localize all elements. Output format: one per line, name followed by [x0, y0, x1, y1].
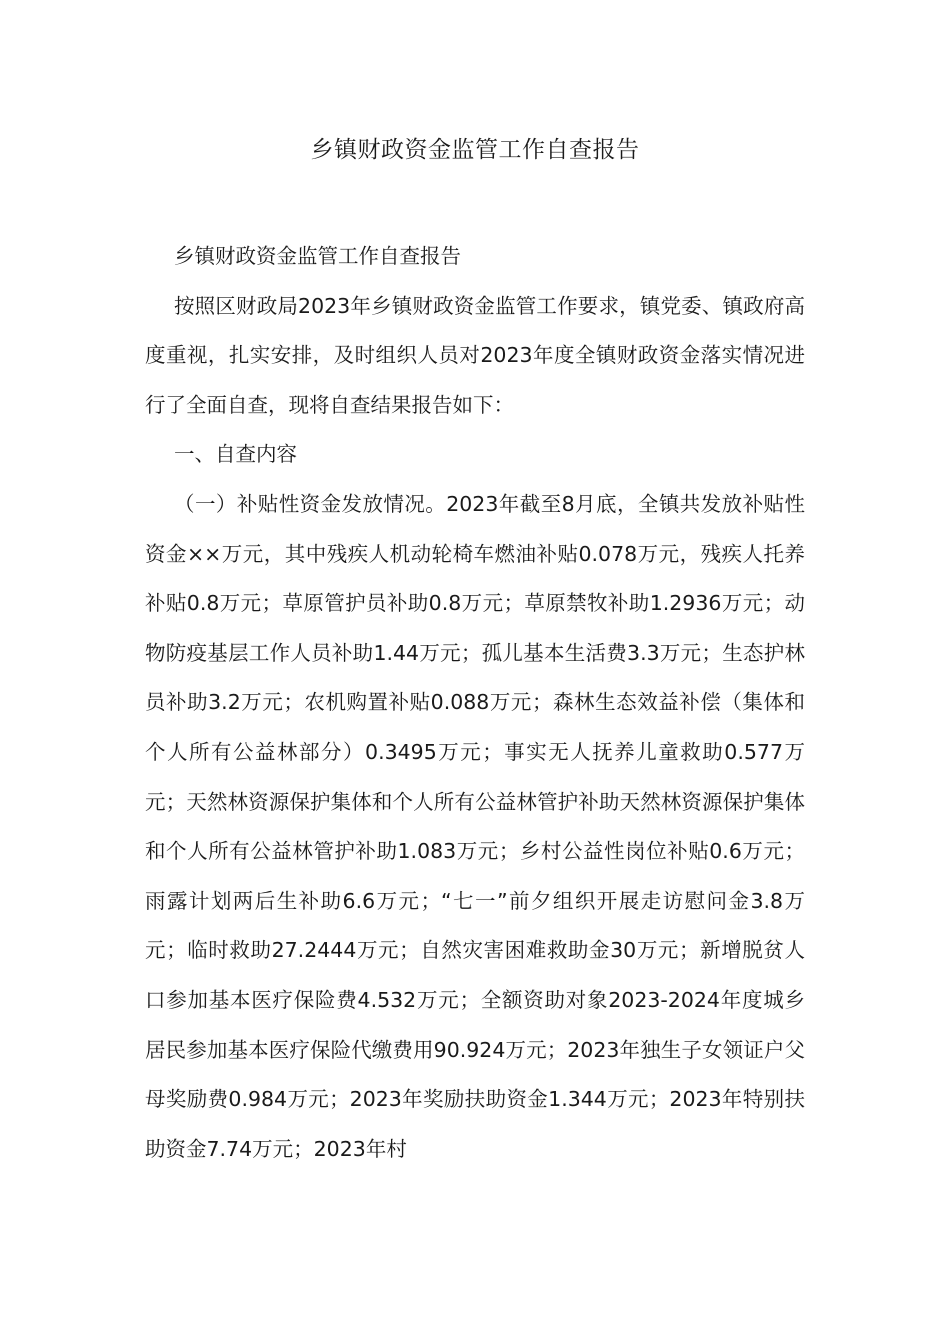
page-title: 乡镇财政资金监管工作自查报告	[310, 137, 640, 163]
paragraph-subsidy: （一）补贴性资金发放情况。2023年截至8月底，全镇共发放补贴性资金××万元，其中残疾人机动轮椅车燃油补贴0.078万元，残疾人托养补贴0.8万元；草原管护员补助0.8万元；草原禁牧补助1.2936万元；动物防疫基层工作人员补助1.44万元；孤儿基本生活费3.3万元；生态护林员补助3.2万元；农机购置补贴0.088万元；森林生态效益补偿（集体和个人所有公益林部分）0.3495万元；事实无人抚养儿童救助0.577万元；天然林资源保护集体和个人所有公益林管护补助天然林资源保护集体和个人所有公益林管护补助1.083万元；乡村公益性岗位补贴0.6万元；雨露计划两后生补助6.6万元；“七一”前夕组织开展走访慰问金3.8万元；临时救助27.2444万元；自然灾害困难救助金30万元；新增脱贫人口参加基本医疗保险费4.532万元；全额资助对象2023-2024年度城乡居民参加基本医疗保险代缴费用90.924万元；2023年独生子女领证户父母奖励费0.984万元；2023年奖励扶助资金1.344万元；2023年特别扶助资金7.74万元；2023年村	[145, 491, 805, 1161]
paragraph-heading: 乡镇财政资金监管工作自查报告	[174, 244, 461, 268]
paragraph-intro: 按照区财政局2023年乡镇财政资金监管工作要求，镇党委、镇政府高度重视，扎实安排，及时组织人员对2023年度全镇财政资金落实情况进行了全面自查，现将自查结果报告如下：	[145, 293, 805, 417]
section-heading: 一、自查内容	[174, 442, 297, 467]
document-body	[145, 232, 805, 1174]
